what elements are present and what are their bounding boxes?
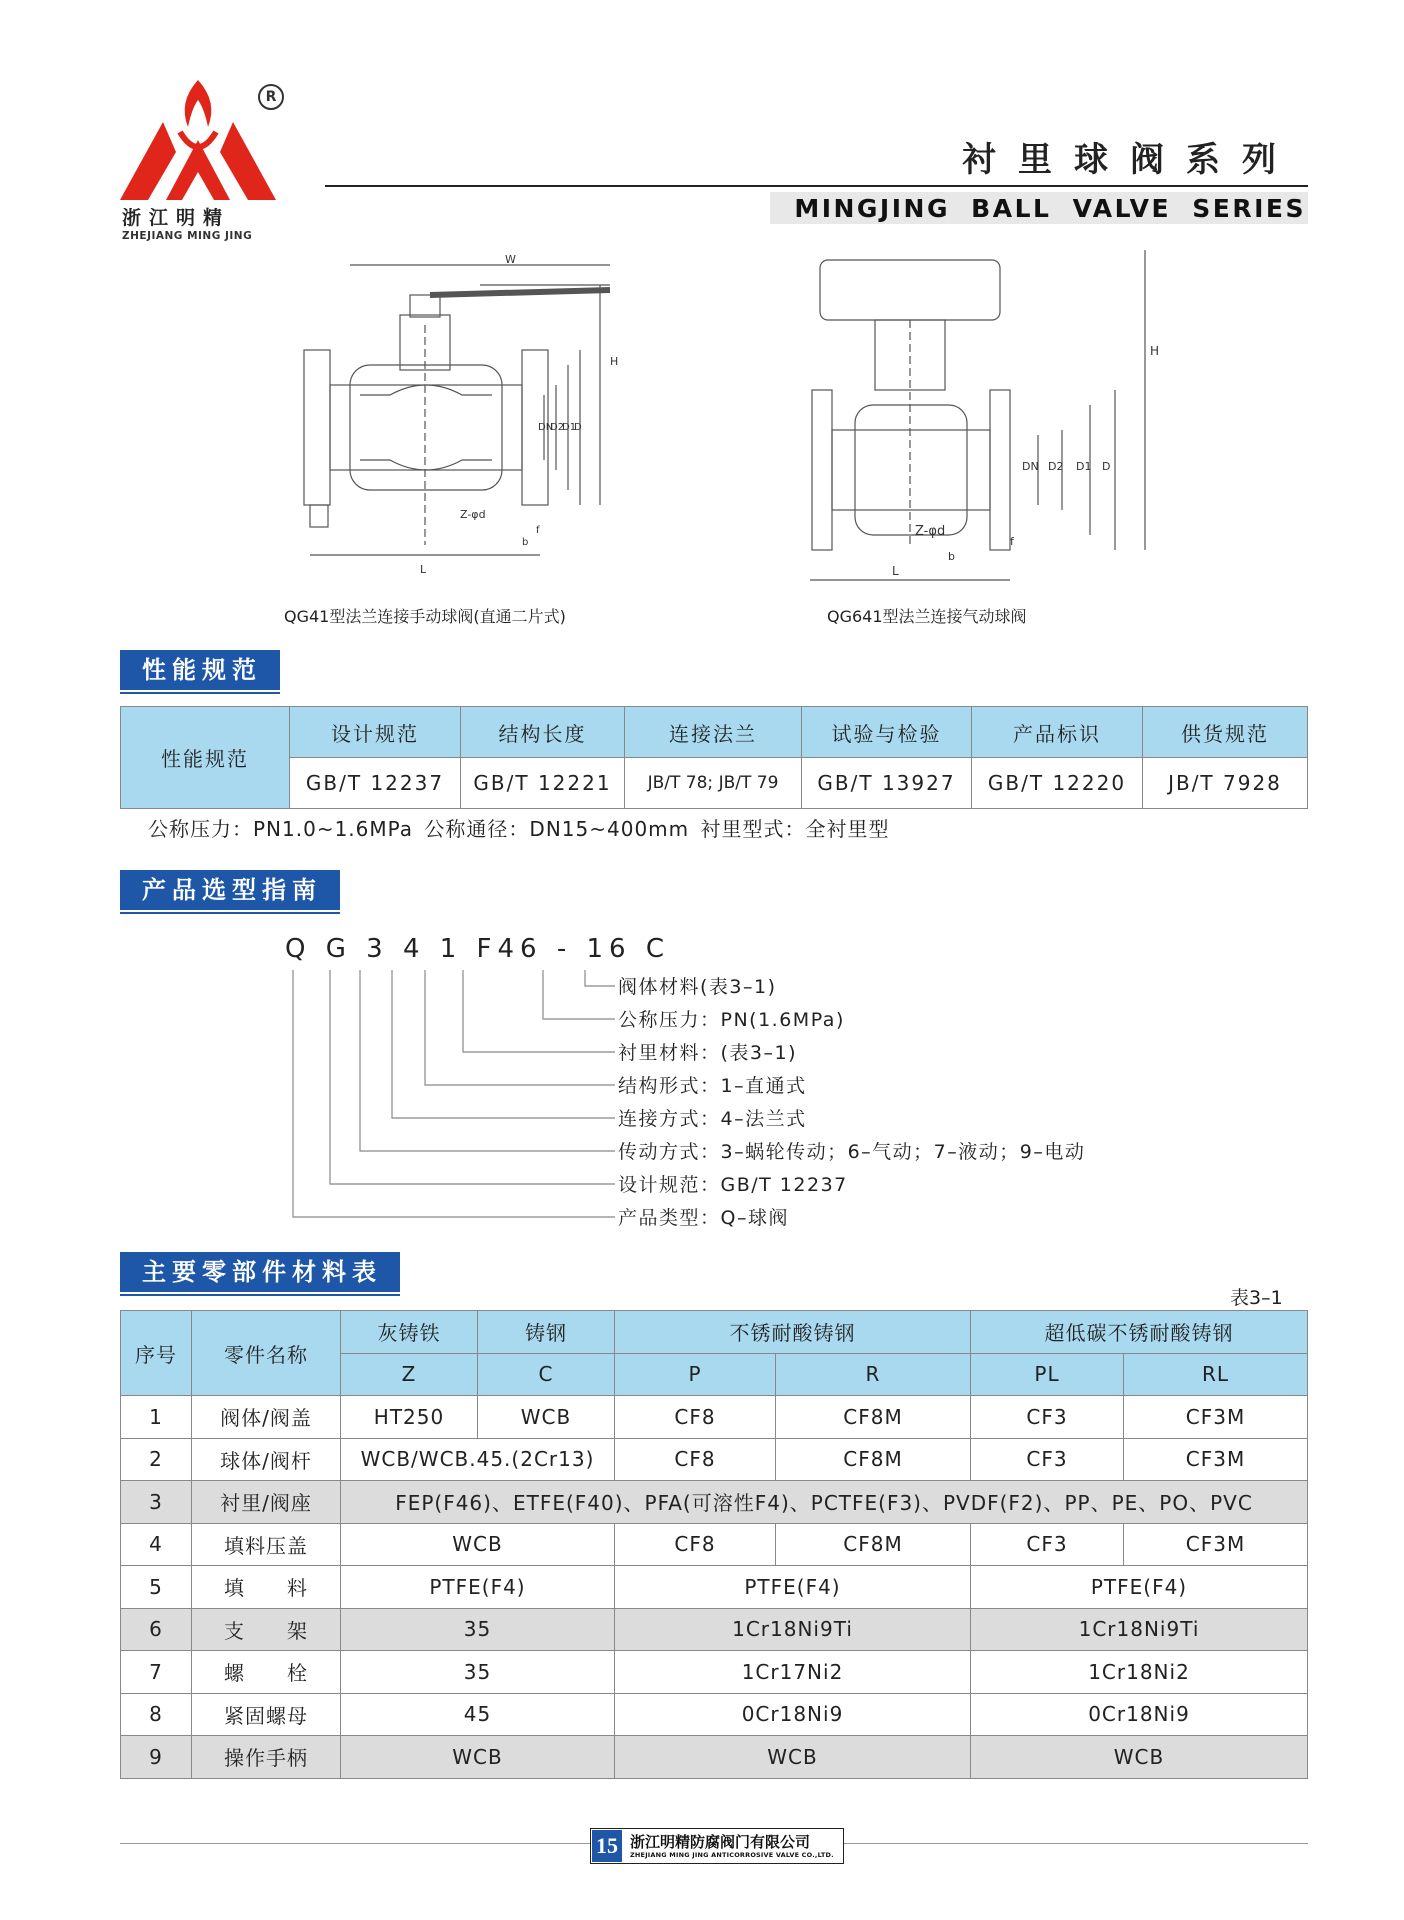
dim-b: b [522, 537, 529, 548]
cell-plrl: 1Cr18Ni2 [971, 1651, 1308, 1694]
cell-zc: 45 [341, 1693, 615, 1736]
performance-row-label: 性能规范 [121, 707, 290, 809]
row-no: 3 [121, 1481, 192, 1524]
cell-pr: 0Cr18Ni9 [615, 1693, 971, 1736]
cell-pr: WCB [615, 1736, 971, 1779]
performance-table [120, 706, 1308, 809]
dim-dn: DN [538, 422, 554, 433]
cell-zc: PTFE(F4) [341, 1566, 615, 1609]
cell-p: CF8 [615, 1396, 776, 1439]
table-row [121, 1608, 1308, 1651]
footer-company-en: ZHEJIANG MING JING ANTICORROSIVE VALVE CO.,LTD. [630, 1851, 834, 1859]
dim-b-2: b [948, 550, 955, 563]
dim-d1-2: D1 [1076, 460, 1092, 473]
cell-rl: CF3M [1124, 1438, 1308, 1481]
cell-pr: PTFE(F4) [615, 1566, 971, 1609]
code-pl: PL [971, 1353, 1124, 1396]
section-materials: 主要零部件材料表 [120, 1252, 400, 1292]
table-label: 表3–1 [1230, 1287, 1283, 1309]
row-no: 8 [121, 1693, 192, 1736]
pneumatic-ball-valve-drawing [800, 245, 1180, 590]
cell-all: FEP(F46)、ETFE(F40)、PFA(可溶性F4)、PCTFE(F3)、PVDF(F2)、PP、PE、PO、PVC [341, 1481, 1308, 1524]
guide-leader-lines [285, 968, 625, 1218]
row-no: 4 [121, 1523, 192, 1566]
cell-zc: WCB/WCB.45.(2Cr13) [341, 1438, 615, 1481]
guide-item: 公称压力：PN(1.6MPa) [618, 1009, 845, 1031]
row-name: 紧固螺母 [192, 1693, 341, 1736]
cell-plrl: 1Cr18Ni9Ti [971, 1608, 1308, 1651]
performance-value: GB/T 12237 [290, 758, 461, 809]
performance-header: 设计规范 [290, 707, 461, 758]
table-row [121, 1396, 1308, 1439]
guide-item: 结构形式：1–直通式 [618, 1075, 807, 1097]
cell-r: CF8M [776, 1438, 971, 1481]
cell-zc: 35 [341, 1651, 615, 1694]
dim-d1: D1 [562, 422, 577, 433]
footer-company-cn: 浙江明精防腐阀门有限公司 [630, 1833, 811, 1851]
code-rl: RL [1124, 1353, 1308, 1396]
code-p: P [615, 1353, 776, 1396]
cell-pl: CF3 [971, 1396, 1124, 1439]
cell-r: CF8M [776, 1523, 971, 1566]
row-no: 6 [121, 1608, 192, 1651]
row-name: 球体/阀杆 [192, 1438, 341, 1481]
col-group-low-carbon-stainless: 超低碳不锈耐酸铸钢 [971, 1311, 1308, 1354]
row-no: 5 [121, 1566, 192, 1609]
section-performance: 性能规范 [120, 650, 280, 690]
performance-value: JB/T 78; JB/T 79 [625, 758, 802, 809]
performance-note: 公称压力：PN1.0~1.6MPa 公称通径：DN15~400mm 衬里型式：全衬里型 [148, 817, 890, 841]
cell-zc: WCB [341, 1736, 615, 1779]
row-name: 填 料 [192, 1566, 341, 1609]
row-name: 填料压盖 [192, 1523, 341, 1566]
cell-plrl: WCB [971, 1736, 1308, 1779]
row-name: 衬里/阀座 [192, 1481, 341, 1524]
dim-f-2: f [1010, 535, 1014, 548]
table-row [121, 1481, 1308, 1524]
dim-l: L [420, 563, 427, 576]
page-title-en: MINGJING BALL VALVE SERIES [794, 194, 1306, 223]
materials-table [120, 1310, 1308, 1779]
page-title-cn: 衬里球阀系列 [962, 140, 1298, 180]
row-name: 螺 栓 [192, 1651, 341, 1694]
cell-z: HT250 [341, 1396, 478, 1439]
dim-w: W [505, 255, 516, 266]
cell-pr: 1Cr18Ni9Ti [615, 1608, 971, 1651]
performance-header: 试验与检验 [802, 707, 972, 758]
table-row [121, 1651, 1308, 1694]
logo-english-name: ZHEJIANG MING JING [122, 230, 253, 242]
guide-item: 设计规范：GB/T 12237 [618, 1174, 848, 1196]
cell-zc: 35 [341, 1608, 615, 1651]
dim-l-2: L [892, 564, 899, 578]
col-part-name: 零件名称 [192, 1311, 341, 1396]
performance-value: GB/T 12221 [461, 758, 625, 809]
row-name: 支 架 [192, 1608, 341, 1651]
performance-value: GB/T 12220 [972, 758, 1143, 809]
performance-header: 连接法兰 [625, 707, 802, 758]
cell-r: CF8M [776, 1396, 971, 1439]
cell-rl: CF3M [1124, 1396, 1308, 1439]
dim-d-2: D [1102, 460, 1111, 473]
guide-item: 产品类型：Q–球阀 [618, 1207, 789, 1229]
dim-zphid: Z-φd [460, 508, 486, 521]
row-no: 1 [121, 1396, 192, 1439]
guide-item: 传动方式：3–蜗轮传动；6–气动；7–液动；9–电动 [618, 1141, 1086, 1163]
cell-c: WCB [478, 1396, 615, 1439]
left-drawing-caption: QG41型法兰连接手动球阀(直通二片式) [284, 607, 566, 626]
guide-item: 连接方式：4–法兰式 [618, 1108, 807, 1130]
dim-h-2: H [1150, 344, 1160, 358]
performance-header: 供货规范 [1143, 707, 1308, 758]
cell-plrl: PTFE(F4) [971, 1566, 1308, 1609]
manual-ball-valve-drawing [290, 255, 630, 590]
table-row [121, 1566, 1308, 1609]
registered-mark: R [258, 84, 284, 110]
col-group-cast-steel: 铸钢 [478, 1311, 615, 1354]
dim-d: D [574, 422, 582, 433]
row-name: 操作手柄 [192, 1736, 341, 1779]
col-seq: 序号 [121, 1311, 192, 1396]
row-name: 阀体/阀盖 [192, 1396, 341, 1439]
page-number: 15 [592, 1830, 622, 1862]
code-c: C [478, 1353, 615, 1396]
table-row [121, 1693, 1308, 1736]
row-no: 7 [121, 1651, 192, 1694]
cell-pl: CF3 [971, 1438, 1124, 1481]
cell-p: CF8 [615, 1523, 776, 1566]
cell-plrl: 0Cr18Ni9 [971, 1693, 1308, 1736]
performance-value: JB/T 7928 [1143, 758, 1308, 809]
cell-rl: CF3M [1124, 1523, 1308, 1566]
cell-p: CF8 [615, 1438, 776, 1481]
cell-zc: WCB [341, 1523, 615, 1566]
logo-chinese-name: 浙江明精 [122, 207, 231, 229]
dim-zphid-2: Z-φd [915, 524, 946, 539]
dim-h: H [610, 355, 619, 368]
performance-value: GB/T 13927 [802, 758, 972, 809]
header-rule [325, 185, 1308, 187]
model-code: Q G 3 4 1 F46 - 16 C [285, 934, 671, 964]
dim-f: f [536, 525, 540, 536]
dim-d2-2: D2 [1048, 460, 1064, 473]
right-drawing-caption: QG641型法兰连接气动球阀 [827, 607, 1027, 626]
dim-d2: D2 [550, 422, 565, 433]
row-no: 2 [121, 1438, 192, 1481]
code-z: Z [341, 1353, 478, 1396]
cell-pr: 1Cr17Ni2 [615, 1651, 971, 1694]
performance-header: 结构长度 [461, 707, 625, 758]
table-row [121, 1736, 1308, 1779]
performance-header: 产品标识 [972, 707, 1143, 758]
table-row [121, 1438, 1308, 1481]
cell-pl: CF3 [971, 1523, 1124, 1566]
col-group-gray-iron: 灰铸铁 [341, 1311, 478, 1354]
dim-dn-2: DN [1022, 460, 1039, 473]
col-group-stainless: 不锈耐酸铸钢 [615, 1311, 971, 1354]
row-no: 9 [121, 1736, 192, 1779]
section-selection-guide: 产品选型指南 [120, 870, 340, 910]
guide-item: 衬里材料：(表3–1) [618, 1042, 798, 1064]
code-r: R [776, 1353, 971, 1396]
guide-item: 阀体材料(表3–1) [618, 976, 777, 998]
table-row [121, 1523, 1308, 1566]
